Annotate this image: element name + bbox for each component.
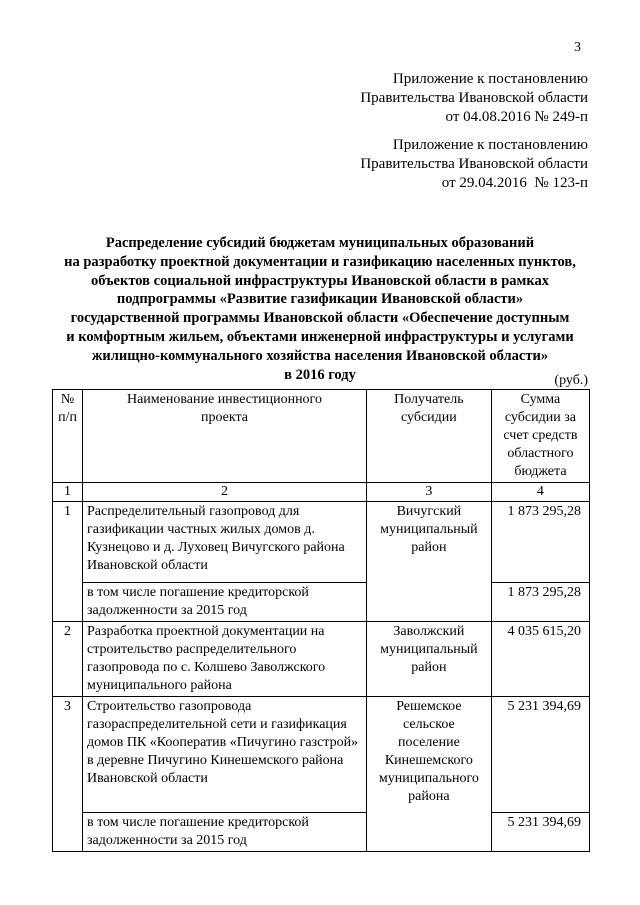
project-name: Распределительный газопровод для газификации частных жилых домов д. Кузнецово и д. Луховец Вичугского района Ивановской области (83, 502, 367, 583)
recipient-name: Заволжский муниципальный район (366, 622, 491, 697)
subsidy-amount: 1 873 295,28 (491, 502, 589, 583)
unit-label: (руб.) (554, 373, 588, 388)
debt-repayment-amount: 1 873 295,28 (491, 583, 589, 622)
subsidy-amount: 4 035 615,20 (491, 622, 589, 697)
column-number-row (53, 483, 590, 502)
document-title (40, 234, 600, 384)
appendix-note-2 (360, 136, 588, 193)
column-number: 2 (83, 483, 367, 502)
header-recipient: Получатель субсидии (366, 390, 491, 483)
column-number: 1 (53, 483, 83, 502)
column-number: 3 (366, 483, 491, 502)
title-line: и комфортным жильем, объектами инженерной инфраструктуры и услугами (66, 328, 574, 345)
appendix-2-line-3: от 29.04.2016 № 123-п (441, 175, 588, 191)
header-project: Наименование инвестиционного проекта (83, 390, 367, 483)
row-number: 2 (53, 622, 83, 697)
table-header-row (53, 390, 590, 483)
appendix-1-line-1: Приложение к постановлению (392, 71, 588, 87)
title-line: на разработку проектной документации и газификацию населенных пунктов, (64, 253, 576, 270)
table-subrow (53, 813, 590, 852)
header-num: № п/п (53, 390, 83, 483)
recipient-name: Вичугский муниципальный район (366, 502, 491, 622)
table-subrow (53, 583, 590, 622)
header-amount: Сумма субсидии за счет средств областного бюджета (491, 390, 589, 483)
appendix-2-line-1: Приложение к постановлению (392, 137, 588, 153)
table-row (53, 697, 590, 813)
appendix-2-line-2: Правительства Ивановской области (360, 156, 588, 172)
subsidy-table (52, 389, 590, 852)
title-line: в 2016 году (284, 366, 356, 383)
recipient-name: Решемское сельское поселение Кинешемского муниципального района (366, 697, 491, 852)
project-name: Разработка проектной документации на строительство распределительного газопровода по с. Колшево Заволжского муниципального района (83, 622, 367, 697)
column-number: 4 (491, 483, 589, 502)
appendix-note-1 (360, 70, 588, 127)
table-row (53, 622, 590, 697)
appendix-1-line-3: от 04.08.2016 № 249-п (445, 109, 588, 125)
title-line: объектов социальной инфраструктуры Ивановской области в рамках (90, 272, 550, 289)
page-number: 3 (574, 40, 581, 55)
title-line: Распределение субсидий бюджетам муниципальных образований (105, 235, 535, 251)
title-line: государственной программы Ивановской области «Обеспечение доступным (70, 310, 570, 327)
title-line: жилищно-коммунального хозяйства населения Ивановской области» (91, 347, 549, 364)
debt-repayment-label: в том числе погашение кредиторской задолженности за 2015 год (83, 813, 367, 852)
row-number: 1 (53, 502, 83, 622)
debt-repayment-label: в том числе погашение кредиторской задолженности за 2015 год (83, 583, 367, 622)
title-line: подпрограммы «Развитие газификации Ивановской области» (116, 291, 524, 308)
project-name: Строительство газопровода газораспределительной сети и газификация домов ПК «Кооператив «Пичугино газстрой» в деревне Пичугино Кинешемского района Ивановской области (83, 697, 367, 813)
appendix-1-line-2: Правительства Ивановской области (360, 90, 588, 106)
debt-repayment-amount: 5 231 394,69 (491, 813, 589, 852)
table-row (53, 502, 590, 583)
subsidy-amount: 5 231 394,69 (491, 697, 589, 813)
row-number: 3 (53, 697, 83, 852)
